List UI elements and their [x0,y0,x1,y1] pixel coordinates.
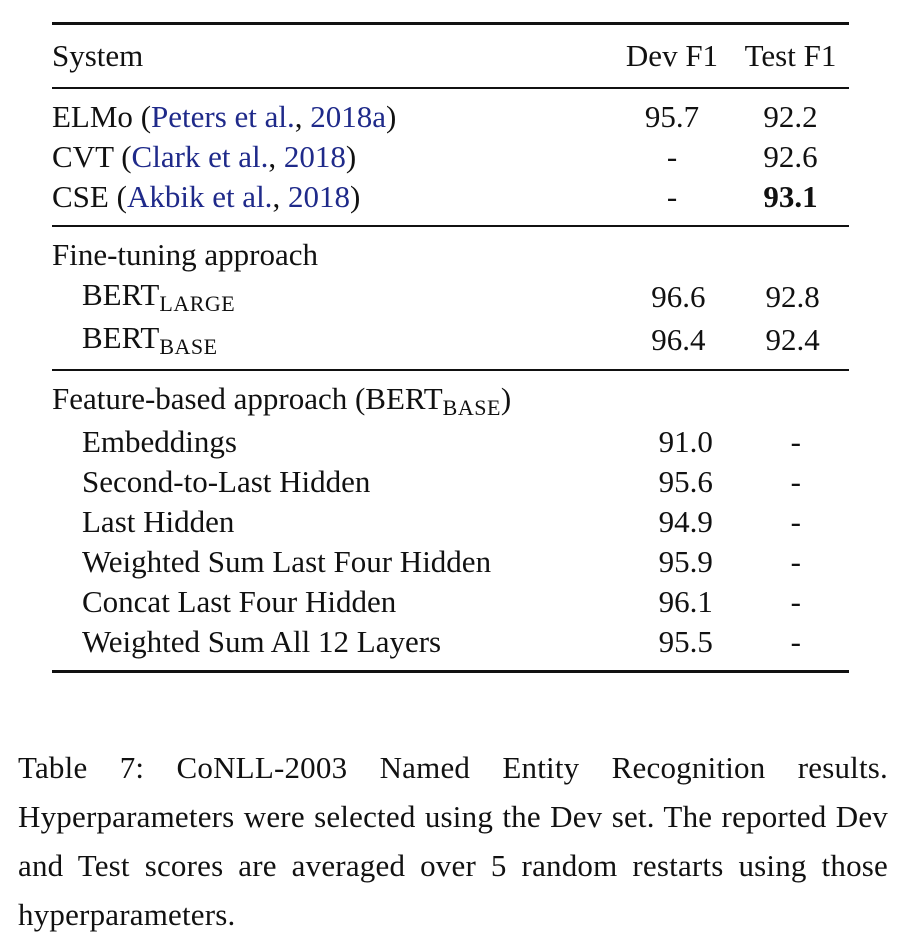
test-score: - [790,624,801,659]
dev-score: - [666,139,678,174]
header-test-f1: Test F1 [744,38,837,73]
citation-link[interactable]: Peters et al. [151,99,295,134]
section-title-row [52,227,849,275]
table-row [52,502,849,542]
bottom-rule [52,670,849,673]
table-row [52,318,849,369]
system-name: ELMo [52,99,133,134]
test-score: - [790,464,801,499]
test-score: 92.6 [763,139,818,174]
dev-score: 96.6 [651,278,706,314]
system-name: Last Hidden [82,504,235,539]
dev-score: - [666,179,678,214]
dev-score: 94.9 [658,504,713,539]
citation: (Akbik et al., 2018) [116,179,361,214]
test-score: - [790,504,801,539]
baselines-section [52,89,849,225]
model-size-subscript: LARGE [159,291,236,316]
test-score: - [790,584,801,619]
citation-year-link[interactable]: 2018 [287,179,350,214]
table-row [52,275,849,318]
test-score: - [790,424,801,459]
test-score-best: 93.1 [763,179,818,214]
table-row [52,137,849,177]
table-row [52,582,849,622]
system-name: BERT [82,320,160,355]
header-table [52,25,849,87]
section-title-row [52,371,849,422]
system-name: Second-to-Last Hidden [82,464,371,499]
table-row [52,422,849,462]
table-row [52,542,849,582]
dev-score: 95.7 [644,99,700,134]
header-system: System [52,38,144,73]
system-name: BERT [82,277,160,312]
dev-score: 96.1 [658,584,713,619]
citation: (Clark et al., 2018) [121,139,357,174]
citation-year-link[interactable]: 2018a [310,99,387,134]
header-dev-f1: Dev F1 [625,38,719,73]
test-score: 92.8 [765,278,820,314]
system-name: Weighted Sum Last Four Hidden [82,544,492,579]
dev-score: 95.6 [658,464,713,499]
dev-score: 96.4 [651,321,706,357]
table-row [52,462,849,502]
model-size-subscript: BASE [159,334,218,359]
section-title: Feature-based approach (BERTBASE) [52,381,512,420]
system-name: Weighted Sum All 12 Layers [82,624,442,659]
test-score: - [790,544,801,579]
system-name: CVT [52,139,114,174]
test-score: 92.2 [763,99,818,134]
finetune-section [52,227,849,369]
dev-score: 95.5 [658,624,713,659]
table-row [52,89,849,137]
citation-link[interactable]: Akbik et al. [126,179,273,214]
system-name: Embeddings [82,424,237,459]
system-name: CSE [52,179,109,214]
section-title: Fine-tuning approach [52,237,319,272]
system-name: Concat Last Four Hidden [82,584,397,619]
citation-link[interactable]: Clark et al. [131,139,269,174]
table-row [52,177,849,225]
feature-section [52,371,849,670]
dev-score: 95.9 [658,544,713,579]
results-table [52,22,849,673]
test-score: 92.4 [765,321,820,357]
citation: (Peters et al., 2018a) [140,99,397,134]
header-row [52,25,849,87]
model-size-subscript: BASE [442,395,501,420]
citation-year-link[interactable]: 2018 [283,139,346,174]
table-caption: Table 7: CoNLL-2003 Named Entity Recognition results. Hyperparameters were selected using the Dev set. The reported Dev and Test scores are averaged over 5 random restarts using those hyperparameters. [18,750,888,932]
table-row [52,622,849,670]
dev-score: 91.0 [658,424,713,459]
